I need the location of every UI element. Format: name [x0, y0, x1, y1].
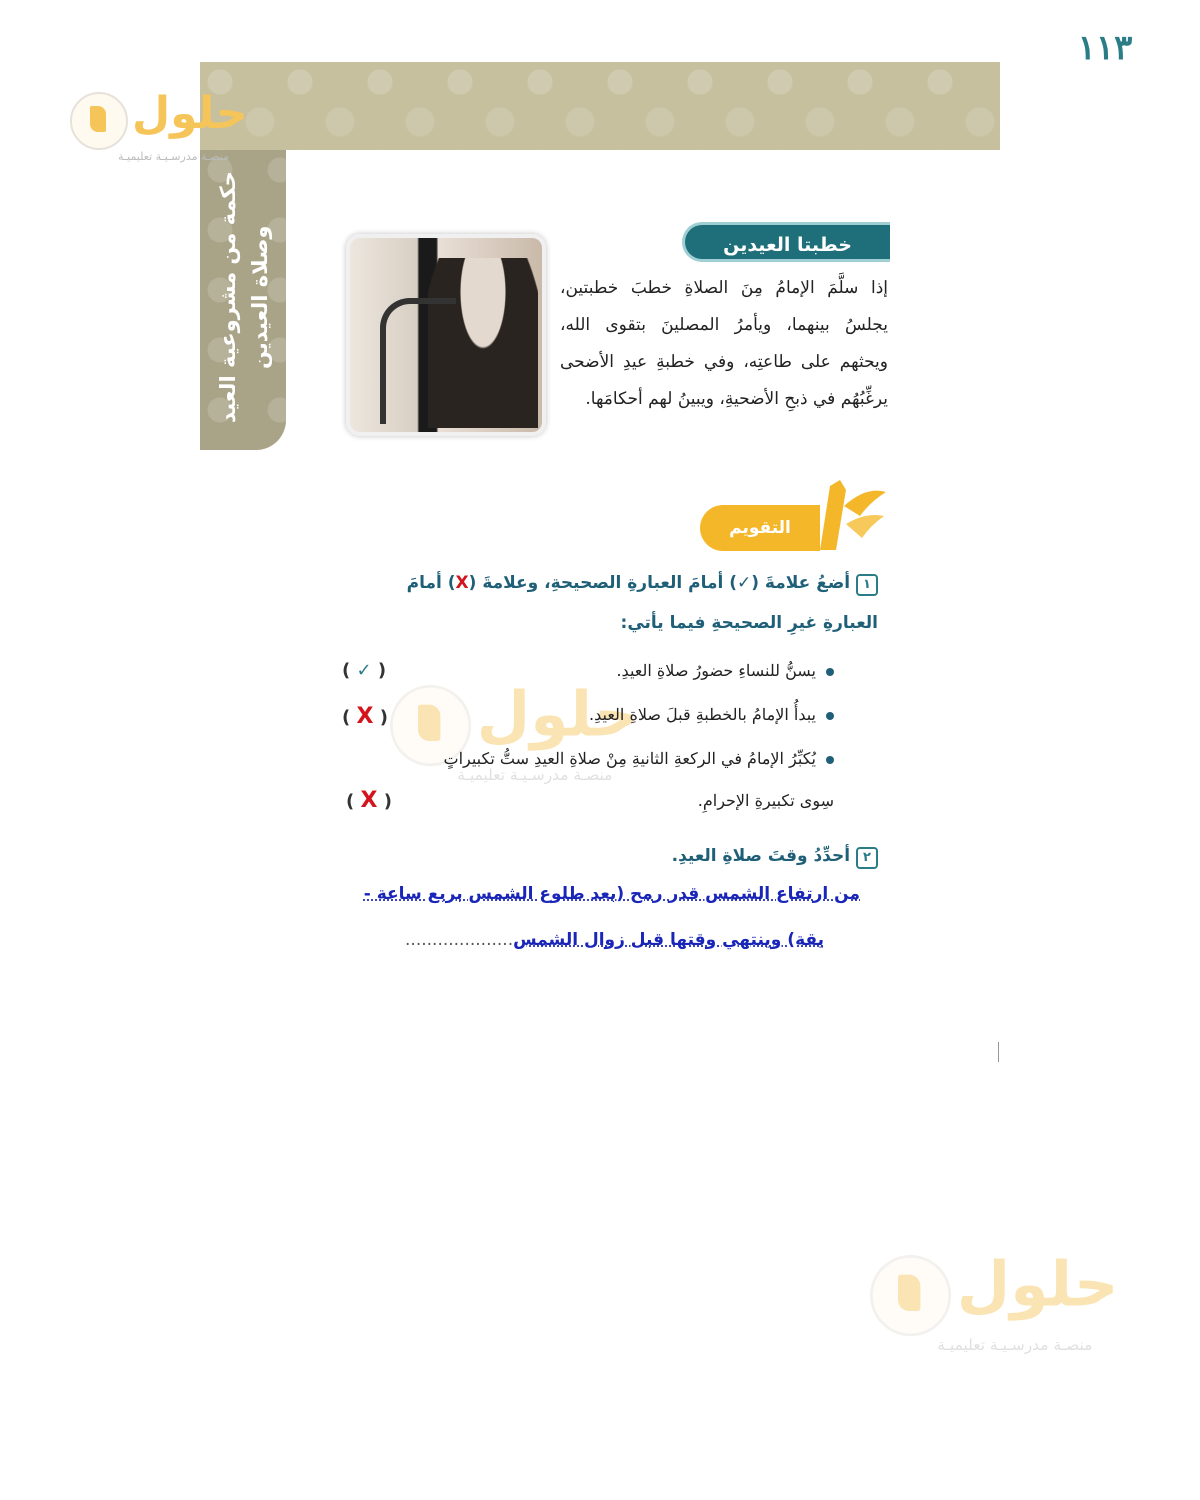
statement-text: يبدأُ الإمامُ بالخطبةِ قبلَ صلاةِ العيدِ. — [589, 705, 816, 724]
question-1 — [350, 563, 878, 643]
logo-book-icon — [870, 1255, 951, 1336]
logo-word: حلول — [132, 88, 248, 139]
answer-3[interactable]: ( X ) — [346, 788, 392, 813]
statement-3 — [444, 738, 835, 780]
answer-line-2-text: يقة) وينتهي وقتها قبل زوال الشمس — [513, 930, 824, 950]
page-number: ١١٣ — [1077, 28, 1133, 68]
logo-book-icon — [70, 92, 128, 150]
logo-word: حلول — [476, 679, 639, 751]
x-mark: X — [356, 704, 374, 729]
question-2-text: أحدِّدُ وقتَ صلاةِ العيدِ. — [671, 846, 851, 866]
watermark-logo-top — [70, 88, 250, 172]
statement-text: يُكبِّرُ الإمامُ في الركعةِ الثانيةِ مِنْ صلاةِ العيدِ ستُّ تكبيراتٍ — [443, 749, 816, 768]
margin-rule — [998, 1042, 999, 1062]
logo-word: حلول — [956, 1249, 1119, 1321]
handwritten-answer-line-1: من ارتفاع الشمس قدر رمح (بعد طلوع الشمس بربع ساعة - — [363, 884, 860, 904]
check-mark: ✓ — [356, 660, 372, 681]
question-2 — [600, 836, 878, 876]
question-number: ٢ — [856, 847, 878, 869]
bullet-icon — [826, 668, 834, 676]
statement-3-line-2: سِوى تكبيرةِ الإحرامِ. — [697, 791, 834, 810]
answer-2[interactable]: ( X ) — [342, 704, 388, 729]
handwritten-answer-line-2 — [405, 930, 824, 950]
chapter-side-title: حكمة من مشروعية العيد وصلاة العيدين — [216, 171, 272, 424]
statement-1 — [616, 650, 834, 692]
imam-photo — [346, 234, 546, 436]
evaluation-badge: التقويم — [700, 505, 820, 551]
logo-tagline: منصـة مدرسـيـة تعليميـة — [118, 150, 229, 163]
decorative-top-band — [200, 62, 1000, 150]
x-mark: X — [360, 788, 378, 813]
logo-tagline: منصـة مدرسـيـة تعليميـة — [457, 766, 613, 785]
watermark-logo-bottom — [870, 1249, 1122, 1367]
x-mark: X — [455, 573, 469, 593]
section-heading: خطبتا العيدين — [682, 222, 890, 262]
bullet-icon — [826, 756, 834, 764]
section-paragraph: إذا سلَّمَ الإمامُ مِنَ الصلاةِ خطبَ خطبتين، يجلسُ بينهما، ويأمرُ المصلينَ بتقوى الله، ويحثهم على طاعتِه، وفي خطبةِ عيدِ الأضحى يرغِّبُهُم في ذبحِ الأضحيةِ، ويبينُ لهم أحكامَها. — [560, 278, 888, 409]
question-1-text-b: ) أمامَ العبارةِ غيرِ الصحيحةِ فيما يأتي: — [406, 573, 878, 633]
question-number: ١ — [856, 574, 878, 596]
logo-tagline: منصـة مدرسـيـة تعليميـة — [937, 1336, 1093, 1355]
statement-2 — [589, 694, 834, 736]
statement-text: يسنُّ للنساءِ حضورُ صلاةِ العيدِ. — [616, 661, 816, 680]
question-1-text-a: أضعُ علامةَ (✓) أمامَ العبارةِ الصحيحةِ، وعلامةَ ( — [468, 573, 851, 593]
microphones — [380, 298, 456, 424]
answer-dots: .................... — [405, 930, 514, 950]
answer-1[interactable]: ( ✓ ) — [342, 660, 387, 681]
bullet-icon — [826, 712, 834, 720]
